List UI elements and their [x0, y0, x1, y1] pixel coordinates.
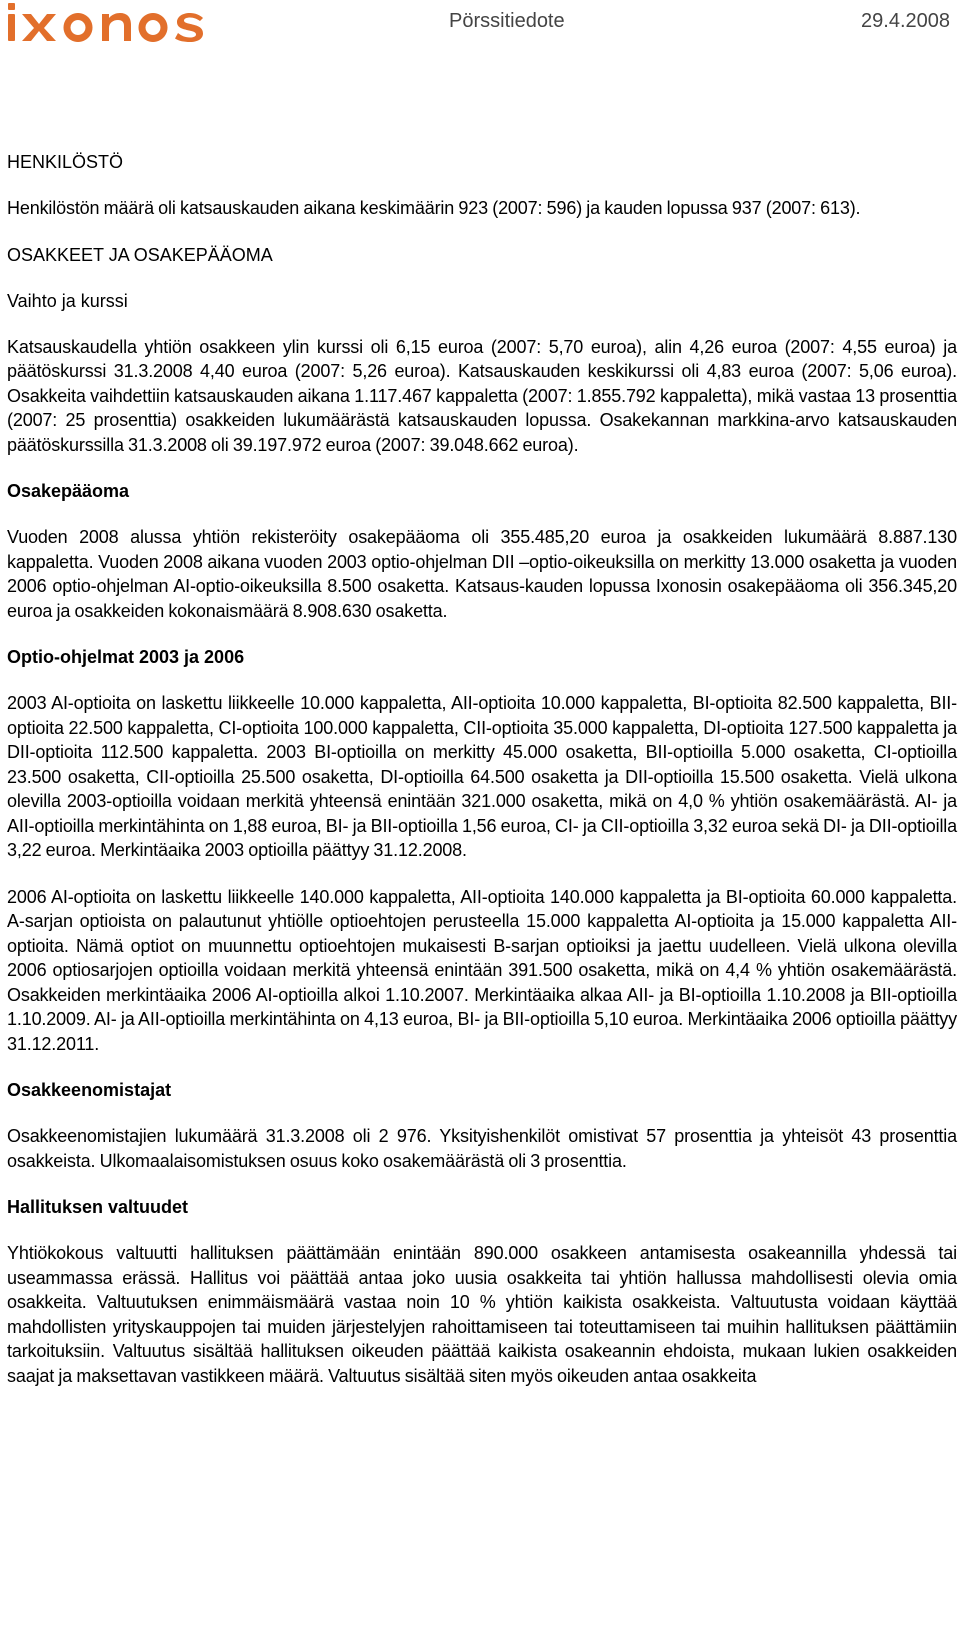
shareholders-paragraph: Osakkeenomistajien lukumäärä 31.3.2008 oli 2 976. Yksityishenkilöt omistivat 57 prosenttia ja yhteisöt 43 prosenttia osakkeista. Ulkomaalaisomistuksen osuus koko osakemäärästä oli 3 prosenttia. — [7, 1126, 957, 1171]
capital-paragraph: Vuoden 2008 alussa yhtiön rekisteröity osakepääoma oli 355.485,20 euroa ja osakkeiden lukumäärä 8.887.130 kappaletta. Vuoden 2008 aikana vuoden 2003 optio-ohjelman DII –optio-oikeuksilla on merkitty 13.000 osaketta ja vuoden 2006 optio-ohjelman AI-optio-oikeuksilla 8.500 osaketta. Katsaus-kauden lopussa Ixonosin osakepääoma oli 356.345,20 euroa ja osakkeiden kokonaismäärä 8.908.630 osaketta. — [7, 527, 957, 621]
subsection-title-trade: Vaihto ja kurssi — [7, 290, 128, 311]
page-header — [0, 0, 960, 48]
document-body — [7, 150, 957, 1388]
authorizations-paragraph: Yhtiökokous valtuutti hallituksen päättämään enintään 890.000 osakkeen antamisesta osakeannilla yhdessä tai useammassa erässä. Hallitus voi päättää antaa joko uusia osakkeita tai yhtiön hallussa mahdollisesti olevia omia osakkeita. Valtuutuksen enimmäismäärä vastaa noin 10 % yhtiön kaikista osakkeista. Valtuutusta voidaan käyttää mahdollisten yrityskauppojen tai muiden järjestelyjen rahoittamiseen tai toteuttamiseen tai muihin hallituksen päättämiin tarkoituksiin. Valtuutus sisältää hallituksen oikeuden päättää kaikista osakeannin ehdoista, mukaan lukien osakkeiden saajat ja maksettavan vastikkeen määrä. Valtuutus sisältää siten myös oikeuden antaa osakkeita — [7, 1243, 957, 1386]
document-date: 29.4.2008 — [861, 10, 950, 32]
trade-paragraph: Katsauskaudella yhtiön osakkeen ylin kurssi oli 6,15 euroa (2007: 5,70 euroa), alin 4,26 euroa (2007: 4,55 euroa) ja päätöskurssi 31.3.2008 4,40 euroa (2007: 5,26 euroa). Katsauskauden keskikurssi oli 4,83 euroa (2007: 5,06 euroa). Osakkeita vaihdettiin katsauskauden aikana 1.117.467 kappaletta (2007: 1.855.792 kappaletta), mikä vastaa 13 prosenttia (2007: 25 prosenttia) osakkeiden lukumäärästä katsauskauden lopussa. Osakekannan markkina-arvo katsauskauden päätöskurssilla 31.3.2008 oli 39.197.972 euroa (2007: 39.048.662 euroa). — [7, 336, 957, 455]
subsection-title-authorizations: Hallituksen valtuudet — [7, 1197, 189, 1217]
section-title-personnel: HENKILÖSTÖ — [7, 152, 124, 172]
subsection-title-shareholders: Osakkeenomistajat — [7, 1080, 172, 1100]
personnel-paragraph: Henkilöstön määrä oli katsauskauden aikana keskimäärin 923 (2007: 596) ja kauden lopussa 937 (2007: 613). — [7, 198, 861, 218]
ixonos-logo — [6, 0, 252, 46]
subsection-title-capital: Osakepääoma — [7, 481, 130, 501]
document-type: Pörssitiedote — [449, 10, 565, 32]
subsection-title-options: Optio-ohjelmat 2003 ja 2006 — [7, 647, 245, 667]
section-title-shares: OSAKKEET JA OSAKEPÄÄOMA — [7, 244, 273, 265]
options-paragraph-2006: 2006 AI-optioita on laskettu liikkeelle 140.000 kappaletta, AII-optioita 140.000 kappaletta ja BI-optioita 60.000 kappaletta. A-sarjan optioista on palautunut yhtiölle optioehtojen perusteella 15.000 kappaletta AI-optioita ja 15.000 kappaletta AII-optioita. Nämä optiot on muunnettu optioehtojen mukaisesti B-sarjan optioiksi ja jaettu uudelleen. Vielä ulkona olevilla 2006 optiosarjojen optioilla voidaan merkitä yhteensä enintään 391.500 osaketta, mikä on 4,4 % yhtiön osakemäärästä. Osakkeiden merkintäaika 2006 AI-optioilla alkoi 1.10.2007. Merkintäaika alkaa AII- ja BI-optioilla 1.10.2008 ja BII-optioilla 1.10.2009. AI- ja AII-optioilla merkintähinta on 4,13 euroa, BI- ja BII-optioilla 5,10 euroa. Merkintäaika 2006 optioilla päättyy 31.12.2011. — [7, 886, 957, 1054]
options-paragraph-2003: 2003 AI-optioita on laskettu liikkeelle 10.000 kappaletta, AII-optioita 10.000 kappaletta, BI-optioita 82.500 kappaletta, BII-optioita 22.500 kappaletta, CI-optioita 100.000 kappaletta, CII-optioita 35.000 kappaletta, DI-optioita 127.500 kappaletta ja DII-optioita 112.500 kappaletta. 2003 BI-optioilla on merkitty 45.000 osaketta, BII-optioilla 5.000 osaketta, CI-optioilla 23.500 osaketta, CII-optioilla 25.500 osaketta, DI-optioilla 64.500 osaketta ja DII-optioilla 15.500 osaketta. Vielä ulkona olevilla 2003-optioilla voidaan merkitä yhteensä enintään 321.000 osaketta, mikä on 4,0 % yhtiön osakemäärästä. AI- ja AII-optioilla merkintähinta on 1,88 euroa, BI- ja BII-optioilla 1,56 euroa, CI- ja CII-optioilla 3,32 euroa sekä DI- ja DII-optioilla 3,22 euroa. Merkintäaika 2003 optioilla päättyy 31.12.2008. — [7, 693, 957, 860]
